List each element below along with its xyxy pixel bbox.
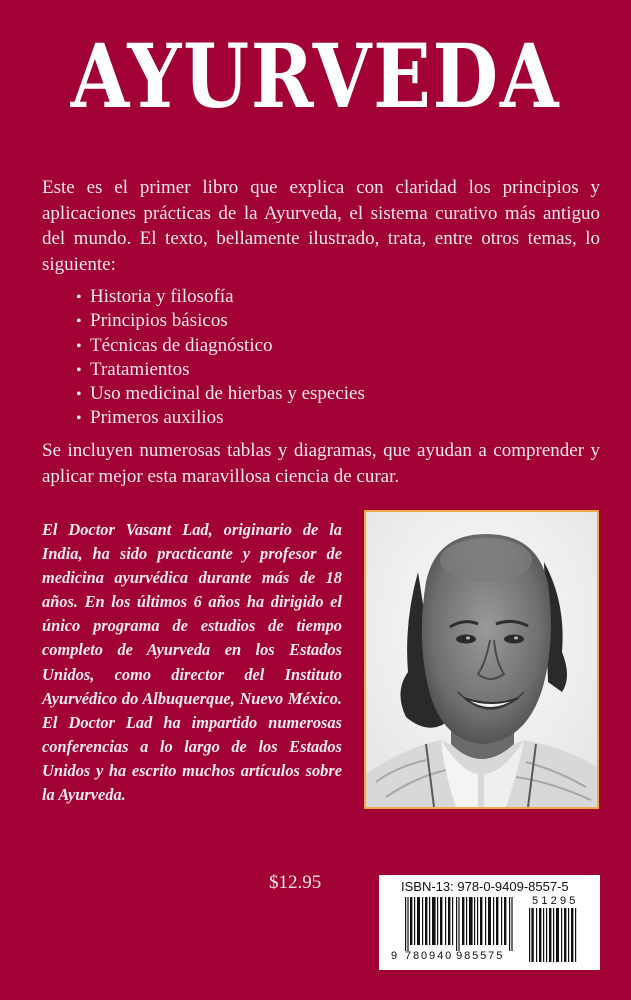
addon-digits: 51295 [532,895,579,907]
ean-first-digit: 9 [391,950,398,962]
topic-label: Uso medicinal de hierbas y especies [90,383,365,405]
author-photo [364,510,599,809]
author-bio: El Doctor Vasant Lad, originario de la India, ha sido practicante y profesor de medicina ayurvédica durante más de 18 años. En los últimos 6 años ha dirigido el único programa de estudios de tiempo completo de Ayurveda en los Estados Unidos, como director del Instituto Ayurvédico do Albuquerque, Nuevo México. El Doctor Lad ha impartido numerosas conferencias a lo largo de los Estados Unidos y ha escrito muchos artículos sobre la Ayurveda. [42,520,342,805]
topic-label: Primeros auxilios [90,407,224,429]
ean-barcode-bars [405,897,517,951]
topic-label: Tratamientos [90,358,190,380]
bullet-icon: • [76,313,82,331]
list-item [76,358,365,382]
book-title: AYURVEDA [70,24,561,128]
intro-paragraph: Este es el primer libro que explica con claridad los principios y aplicaciones prácticas de la Ayurveda, el sistema curativo más antiguo del mundo. El texto, bellamente ilustrado, trata, entre otros temas, lo siguiente: [42,177,600,275]
ean-digits [391,950,507,962]
topics-list [76,285,365,431]
bullet-icon: • [76,361,82,379]
addon-barcode-bars [529,908,577,962]
ean-group-left: 780940 [405,950,454,962]
topic-label: Técnicas de diagnóstico [90,334,273,356]
bullet-icon: • [76,337,82,355]
topic-label: Historia y filosofía [90,286,234,307]
list-item [76,382,365,406]
bullet-icon: • [76,386,82,404]
list-item [76,285,365,309]
price-label: $12.95 [269,872,322,893]
list-item [76,406,365,430]
isbn-barcode [379,875,600,970]
list-item [76,334,365,358]
topic-label: Principios básicos [90,310,228,332]
bullet-icon: • [76,410,82,428]
outro-paragraph: Se incluyen numerosas tablas y diagramas, que ayudan a comprender y aplicar mejor esta maravillosa ciencia de curar. [42,440,600,487]
list-item [76,309,365,333]
ean-group-right: 985575 [456,950,505,962]
isbn-label: ISBN-13: 978-0-9409-8557-5 [401,879,569,894]
bullet-icon: • [76,289,82,306]
portrait-image [366,512,597,807]
